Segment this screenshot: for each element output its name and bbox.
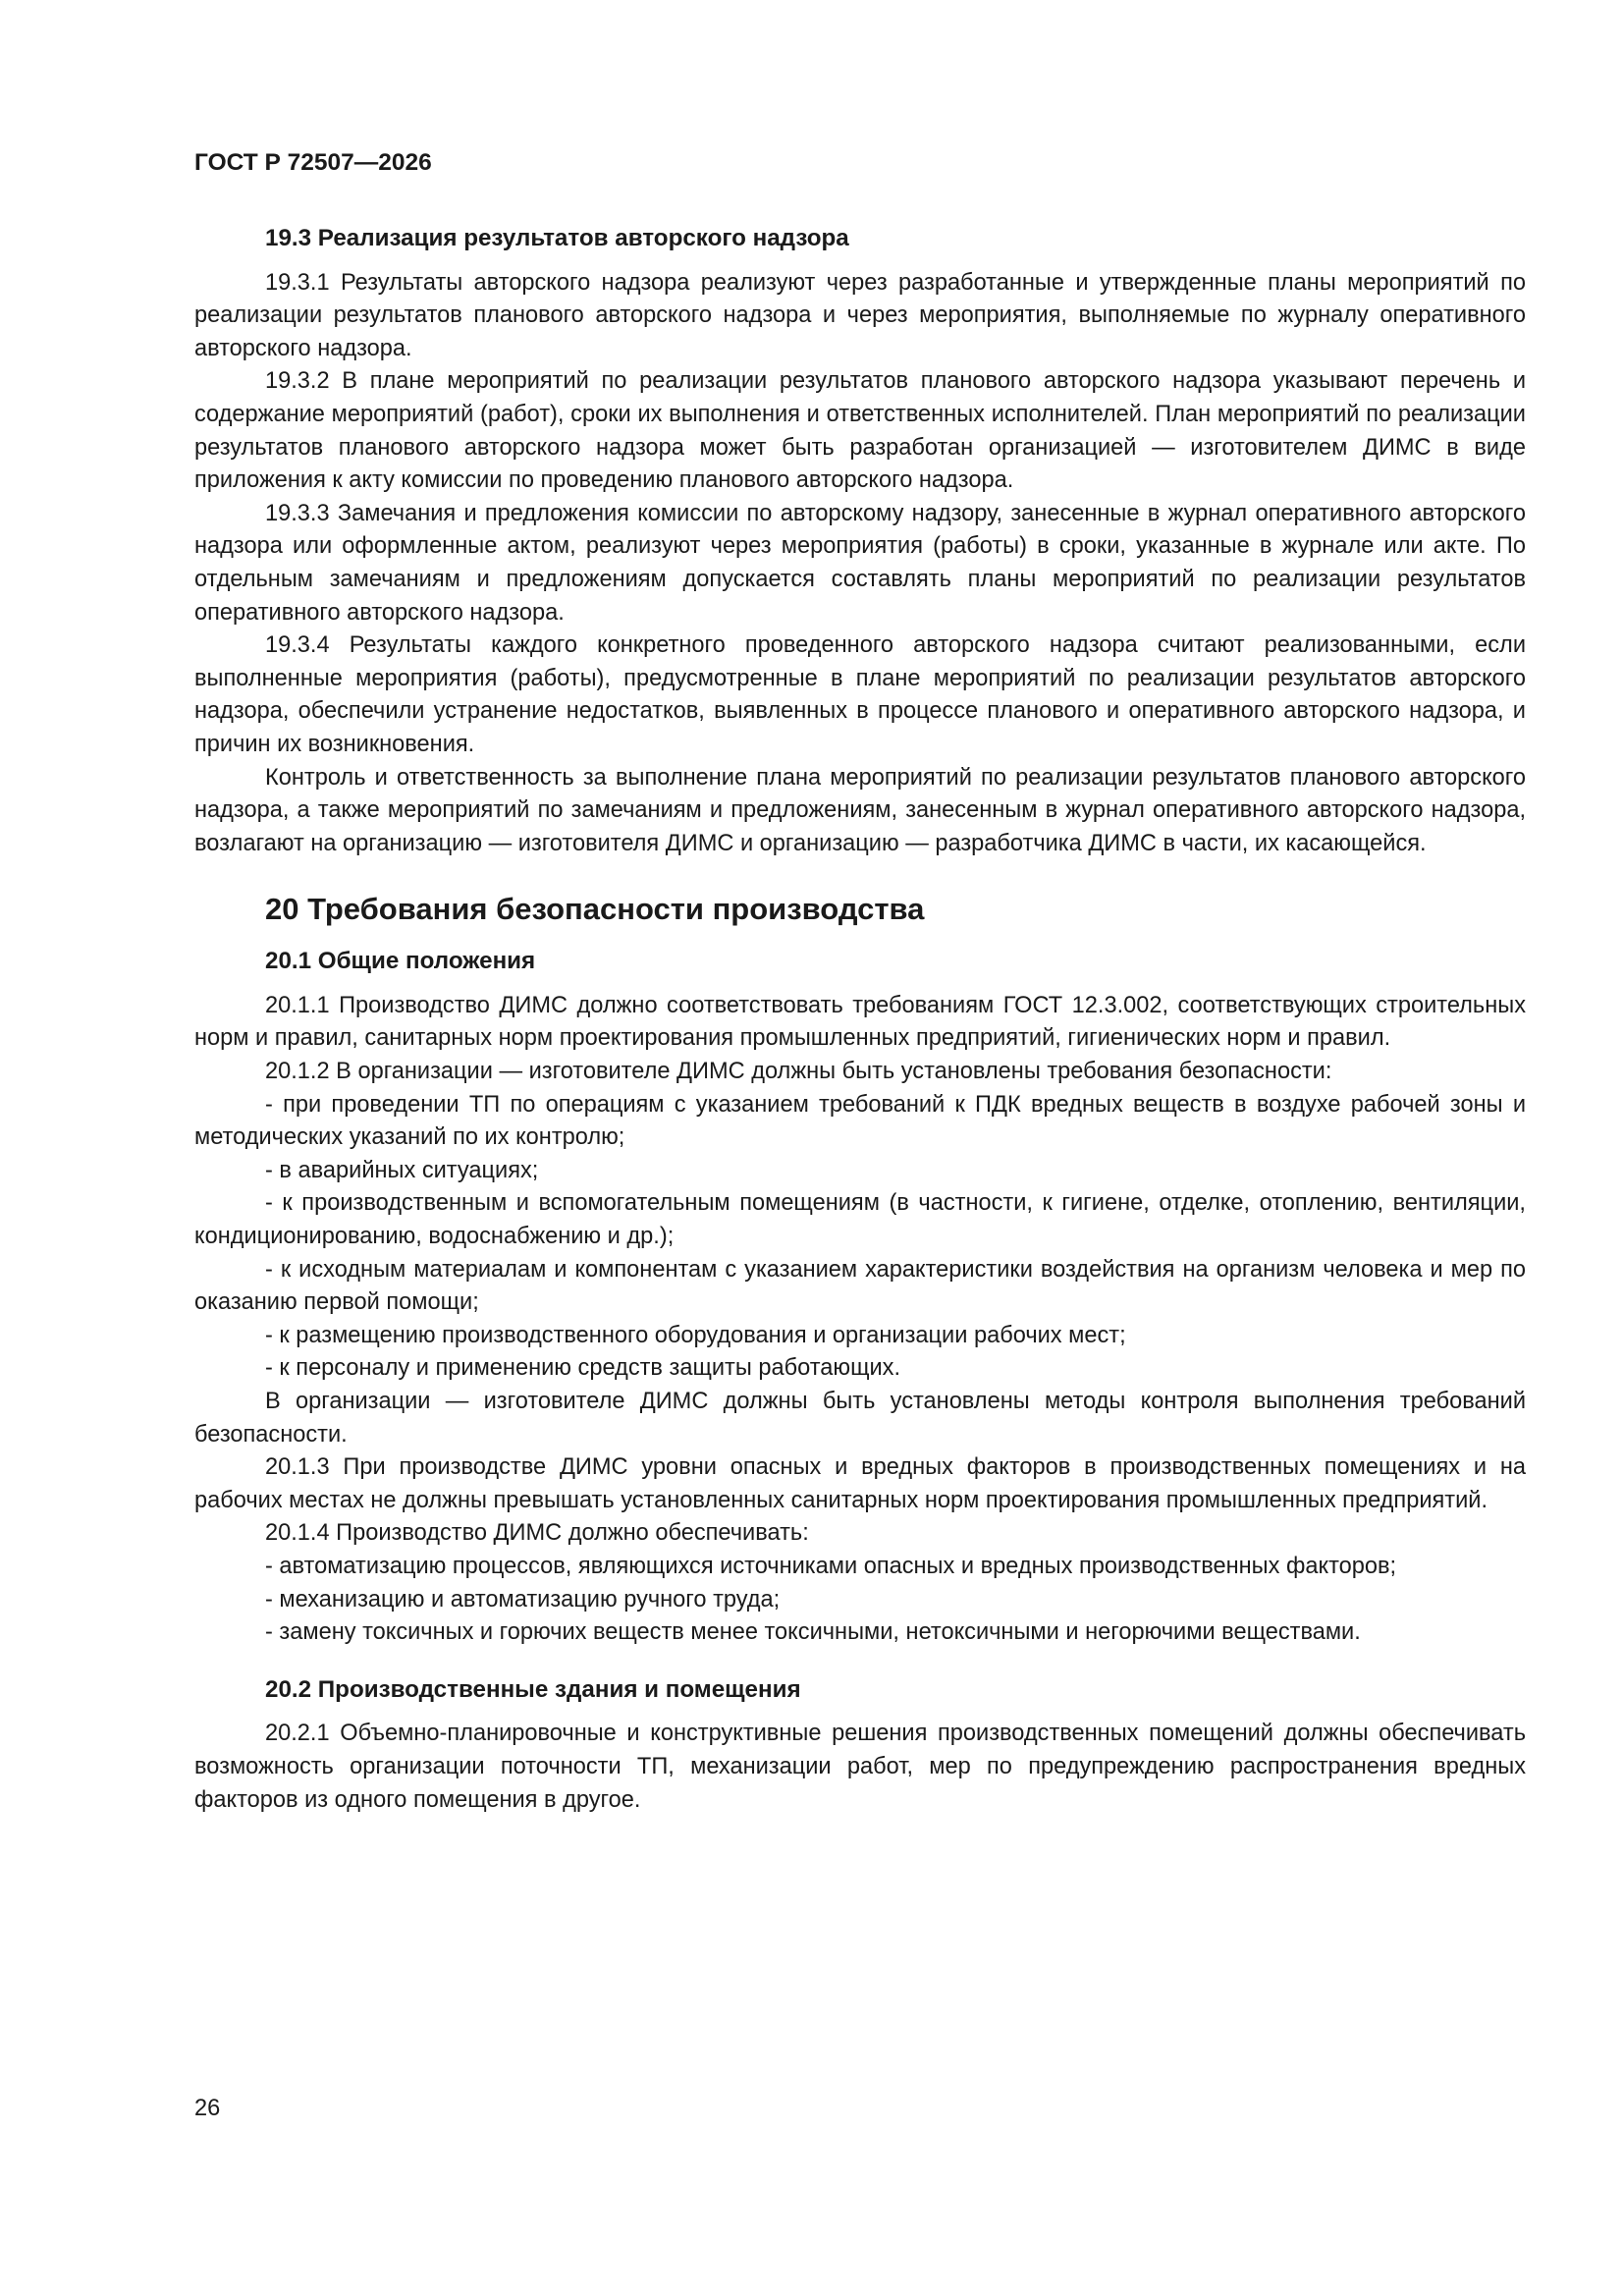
paragraph-20-1-2-methods: В организации — изготовителе ДИМС должны быть установлены методы контроля выполнения требований безопасности. xyxy=(194,1389,1526,1448)
list-item: - к персоналу и применению средств защиты работающих. xyxy=(265,1355,901,1382)
list-item: - автоматизацию процессов, являющихся источниками опасных и вредных производственных факторов; xyxy=(265,1553,1397,1579)
list-item: - к производственным и вспомогательным помещениям (в частности, к гигиене, отделке, отоплению, вентиляции, кондиционированию, водоснабжению и др.); xyxy=(194,1190,1526,1250)
list-item: - к размещению производственного оборудования и организации рабочих мест; xyxy=(265,1322,1126,1348)
document-header: ГОСТ Р 72507—2026 xyxy=(194,149,432,176)
paragraph-20-1-3: 20.1.3 При производстве ДИМС уровни опасных и вредных факторов в производственных помещениях и на рабочих местах не должны превышать установленных санитарных норм проектирования промышленных предприятий. xyxy=(194,1454,1526,1513)
list-item: - к исходным материалам и компонентам с указанием характеристики воздействия на организм человека и мер по оказанию первой помощи; xyxy=(194,1256,1526,1316)
page-number: 26 xyxy=(194,2096,221,2121)
paragraph-20-1-2: 20.1.2 В организации — изготовителе ДИМС должны быть установлены требования безопасности: xyxy=(265,1059,1332,1085)
paragraph-20-1-4: 20.1.4 Производство ДИМС должно обеспечивать: xyxy=(265,1520,809,1547)
paragraph-20-2-1: 20.2.1 Объемно-планировочные и конструктивные решения производственных помещений должны обеспечивать возможность организации поточности ТП, механизации работ, мер по предупреждению распространения вредных факторов из одного помещения в другое. xyxy=(194,1721,1526,1813)
list-item: - механизацию и автоматизацию ручного труда; xyxy=(265,1586,781,1613)
section-20-title: 20 Требования безопасности производства xyxy=(265,892,925,927)
list-item: - при проведении ТП по операциям с указанием требований к ПДК вредных веществ в воздухе рабочей зоны и методических указаний по их контролю; xyxy=(194,1091,1526,1151)
page-content xyxy=(194,222,1526,1817)
paragraph-20-1-1: 20.1.1 Производство ДИМС должно соответствовать требованиям ГОСТ 12.3.002, соответствующих строительных норм и правил, санитарных норм проектирования промышленных предприятий, гигиенических норм и правил. xyxy=(194,992,1526,1052)
paragraph-19-3-2: 19.3.2 В плане мероприятий по реализации результатов планового авторского надзора указывают перечень и содержание мероприятий (работ), сроки их выполнения и ответственных исполнителей. План мероприятий по реализации результатов планового авторского надзора может быть разработан организацией — изготовителем ДИМС в виде приложения к акту комиссии по проведению планового авторского надзора. xyxy=(194,368,1526,494)
section-20-2-title: 20.2 Производственные здания и помещения xyxy=(265,1675,801,1703)
list-item: - замену токсичных и горючих веществ менее токсичными, нетоксичными и негорючими веществами. xyxy=(265,1619,1361,1646)
paragraph-19-3-4: 19.3.4 Результаты каждого конкретного проведенного авторского надзора считают реализованными, если выполненные мероприятия (работы), предусмотренные в плане мероприятий по реализации результатов авторского надзора, обеспечили устранение недостатков, выявленных в процессе планового и оперативного авторского надзора, и причин их возникновения. xyxy=(194,632,1526,757)
section-19-3-title: 19.3 Реализация результатов авторского надзора xyxy=(265,225,849,251)
section-20-1-title: 20.1 Общие положения xyxy=(265,948,536,975)
paragraph-19-3-1: 19.3.1 Результаты авторского надзора реализуют через разработанные и утвержденные планы мероприятий по реализации результатов планового авторского надзора и через мероприятия, выполняемые по журналу оперативного авторского надзора. xyxy=(194,269,1526,361)
paragraph-19-3-3: 19.3.3 Замечания и предложения комиссии по авторскому надзору, занесенные в журнал оперативного авторского надзора или оформленные актом, реализуют через мероприятия (работы) в сроки, указанные в журнале или акте. По отдельным замечаниям и предложениям допускается составлять планы мероприятий по реализации результатов оперативного авторского надзора. xyxy=(194,500,1526,626)
list-item: - в аварийных ситуациях; xyxy=(265,1157,539,1183)
paragraph-19-3-control: Контроль и ответственность за выполнение плана мероприятий по реализации результатов планового авторского надзора, а также мероприятий по замечаниям и предложениям, занесенным в журнал оперативного авторского надзора, возлагают на организацию — изготовителя ДИМС и организацию — разработчика ДИМС в части, их касающейся. xyxy=(194,764,1526,856)
